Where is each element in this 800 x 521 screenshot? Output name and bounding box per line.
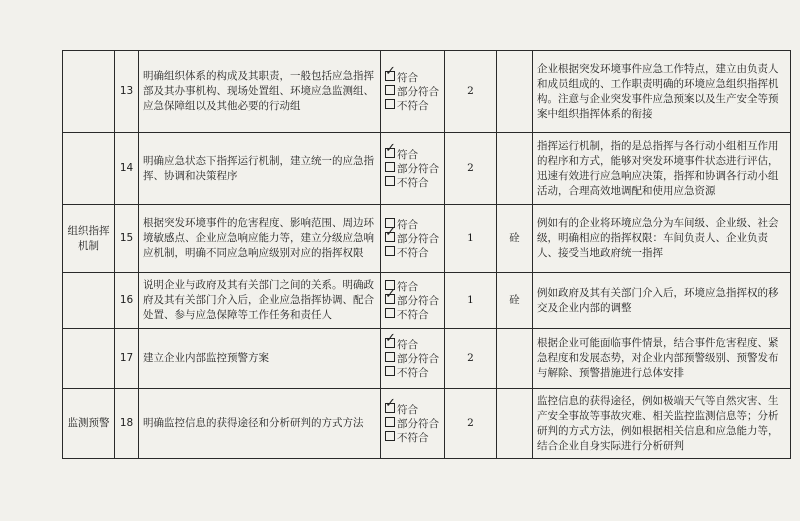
item-number: 16: [115, 273, 139, 329]
checkbox[interactable]: [385, 417, 395, 427]
option-partial[interactable]: 部分符合: [385, 352, 440, 366]
option-noncomply[interactable]: 不符合: [385, 246, 440, 260]
checkbox-checked[interactable]: [385, 330, 396, 348]
requirement-text: 明确组织体系的构成及其职责，一般包括应急指挥部及其办事机构、现场处置组、环境应急监测组、应急保障组以及其他必要的行动组: [139, 51, 381, 133]
handwritten-score: 2: [445, 51, 497, 133]
guidance-text: 监控信息的获得途径，例如极端天气等自然灾害、生产安全事故等事故灾难、相关监控监测信息等；分析研判的方式方法，例如根据相关信息和应急能力等，结合企业自身实际进行分析研判: [533, 389, 791, 459]
guidance-text: 企业根据突发环境事件应急工作特点，建立由负责人和成员组成的、工作职责明确的环境应急组织指挥机构。注意与企业突发事件应急预案以及生产安全等预案中组织指挥体系的衔接: [533, 51, 791, 133]
item-number: 14: [115, 133, 139, 205]
option-noncomply[interactable]: 不符合: [385, 366, 440, 380]
guidance-text: 例如政府及其有关部门介入后，环境应急指挥权的移交及企业内部的调整: [533, 273, 791, 329]
assessment-table: [62, 50, 791, 459]
check-icon: ✓: [385, 286, 396, 302]
requirement-text: 明确监控信息的获得途径和分析研判的方式方法: [139, 389, 381, 459]
check-icon: ✓: [385, 330, 396, 346]
checkbox-checked[interactable]: [385, 224, 396, 242]
compliance-options: [381, 329, 445, 389]
option-noncomply[interactable]: 不符合: [385, 176, 440, 190]
category-label: 组织指挥机制: [63, 205, 115, 273]
option-noncomply[interactable]: 不符合: [385, 308, 440, 322]
table-row: [63, 389, 791, 459]
checkbox[interactable]: [385, 366, 395, 376]
category-cell-empty: [63, 273, 115, 329]
check-icon: ✓: [385, 140, 396, 156]
table-row: [63, 273, 791, 329]
compliance-options: [381, 205, 445, 273]
compliance-options: [381, 389, 445, 459]
handwritten-score: 2: [445, 389, 497, 459]
checkbox[interactable]: [385, 431, 395, 441]
table-row: [63, 133, 791, 205]
requirement-text: 说明企业与政府及其有关部门之间的关系。明确政府及其有关部门介入后，企业应急指挥协调、配合处置、参与应急保障等工作任务和责任人: [139, 273, 381, 329]
category-label: 监测预警: [63, 389, 115, 459]
checkbox[interactable]: [385, 176, 395, 186]
option-noncomply[interactable]: 不符合: [385, 99, 440, 113]
option-partial[interactable]: ✓ 部分符合: [385, 286, 439, 307]
option-partial[interactable]: 部分符合: [385, 85, 440, 99]
handwritten-score: 1: [445, 273, 497, 329]
table-row: [63, 205, 791, 273]
check-icon: ✓: [385, 395, 396, 411]
option-comply[interactable]: ✓ 符合: [385, 330, 418, 351]
checkbox[interactable]: [385, 99, 395, 109]
option-noncomply[interactable]: 不符合: [385, 431, 440, 445]
item-number: 13: [115, 51, 139, 133]
requirement-text: 根据突发环境事件的危害程度、影响范围、周边环境敏感点、企业应急响应能力等，建立分级应急响应机制，明确不同应急响应级别对应的指挥权限: [139, 205, 381, 273]
item-number: 17: [115, 329, 139, 389]
check-icon: ✓: [385, 63, 396, 79]
checkbox[interactable]: [385, 162, 395, 172]
guidance-text: 根据企业可能面临事件情景，结合事件危害程度、紧急程度和发展态势，对企业内部预警级别、预警发布与解除、预警措施进行总体安排: [533, 329, 791, 389]
table-row: [63, 51, 791, 133]
check-icon: ✓: [385, 224, 396, 240]
option-partial[interactable]: 部分符合: [385, 417, 440, 431]
handwritten-score: 1: [445, 205, 497, 273]
handwritten-note: [497, 133, 533, 205]
option-comply[interactable]: ✓ 符合: [385, 63, 418, 84]
handwritten-note: [497, 329, 533, 389]
guidance-text: 例如有的企业将环境应急分为车间级、企业级、社会级，明确相应的指挥权限：车间负责人、企业负责人、接受当地政府统一指挥: [533, 205, 791, 273]
handwritten-score: 2: [445, 329, 497, 389]
checkbox[interactable]: [385, 246, 395, 256]
table-row: [63, 329, 791, 389]
handwritten-score: 2: [445, 133, 497, 205]
category-cell-empty: [63, 133, 115, 205]
checkbox-checked[interactable]: [385, 140, 396, 158]
option-comply[interactable]: ✓ 符合: [385, 140, 418, 161]
checkbox[interactable]: [385, 308, 395, 318]
compliance-options: [381, 273, 445, 329]
item-number: 18: [115, 389, 139, 459]
option-comply[interactable]: 符合: [385, 280, 440, 294]
checkbox-checked[interactable]: [385, 63, 396, 81]
checkbox-checked[interactable]: [385, 395, 396, 413]
option-partial[interactable]: 部分符合: [385, 162, 440, 176]
compliance-options: [381, 133, 445, 205]
option-partial[interactable]: ✓ 部分符合: [385, 224, 439, 245]
requirement-text: 明确应急状态下指挥运行机制，建立统一的应急指挥、协调和决策程序: [139, 133, 381, 205]
checkbox-checked[interactable]: [385, 286, 396, 304]
handwritten-note: [497, 389, 533, 459]
category-cell-empty: [63, 329, 115, 389]
guidance-text: 指挥运行机制，指的是总指挥与各行动小组相互作用的程序和方式，能够对突发环境事件状态进行评估，迅速有效进行应急响应决策，指挥和协调各行动小组活动，合理高效地调配和使用应急资源: [533, 133, 791, 205]
checkbox[interactable]: [385, 85, 395, 95]
item-number: 15: [115, 205, 139, 273]
handwritten-note: 硂: [497, 205, 533, 273]
category-cell-empty: [63, 51, 115, 133]
compliance-options: [381, 51, 445, 133]
requirement-text: 建立企业内部监控预警方案: [139, 329, 381, 389]
handwritten-note: 硂: [497, 273, 533, 329]
checkbox[interactable]: [385, 352, 395, 362]
handwritten-note: [497, 51, 533, 133]
option-comply[interactable]: 符合: [385, 218, 440, 232]
option-comply[interactable]: ✓ 符合: [385, 395, 418, 416]
